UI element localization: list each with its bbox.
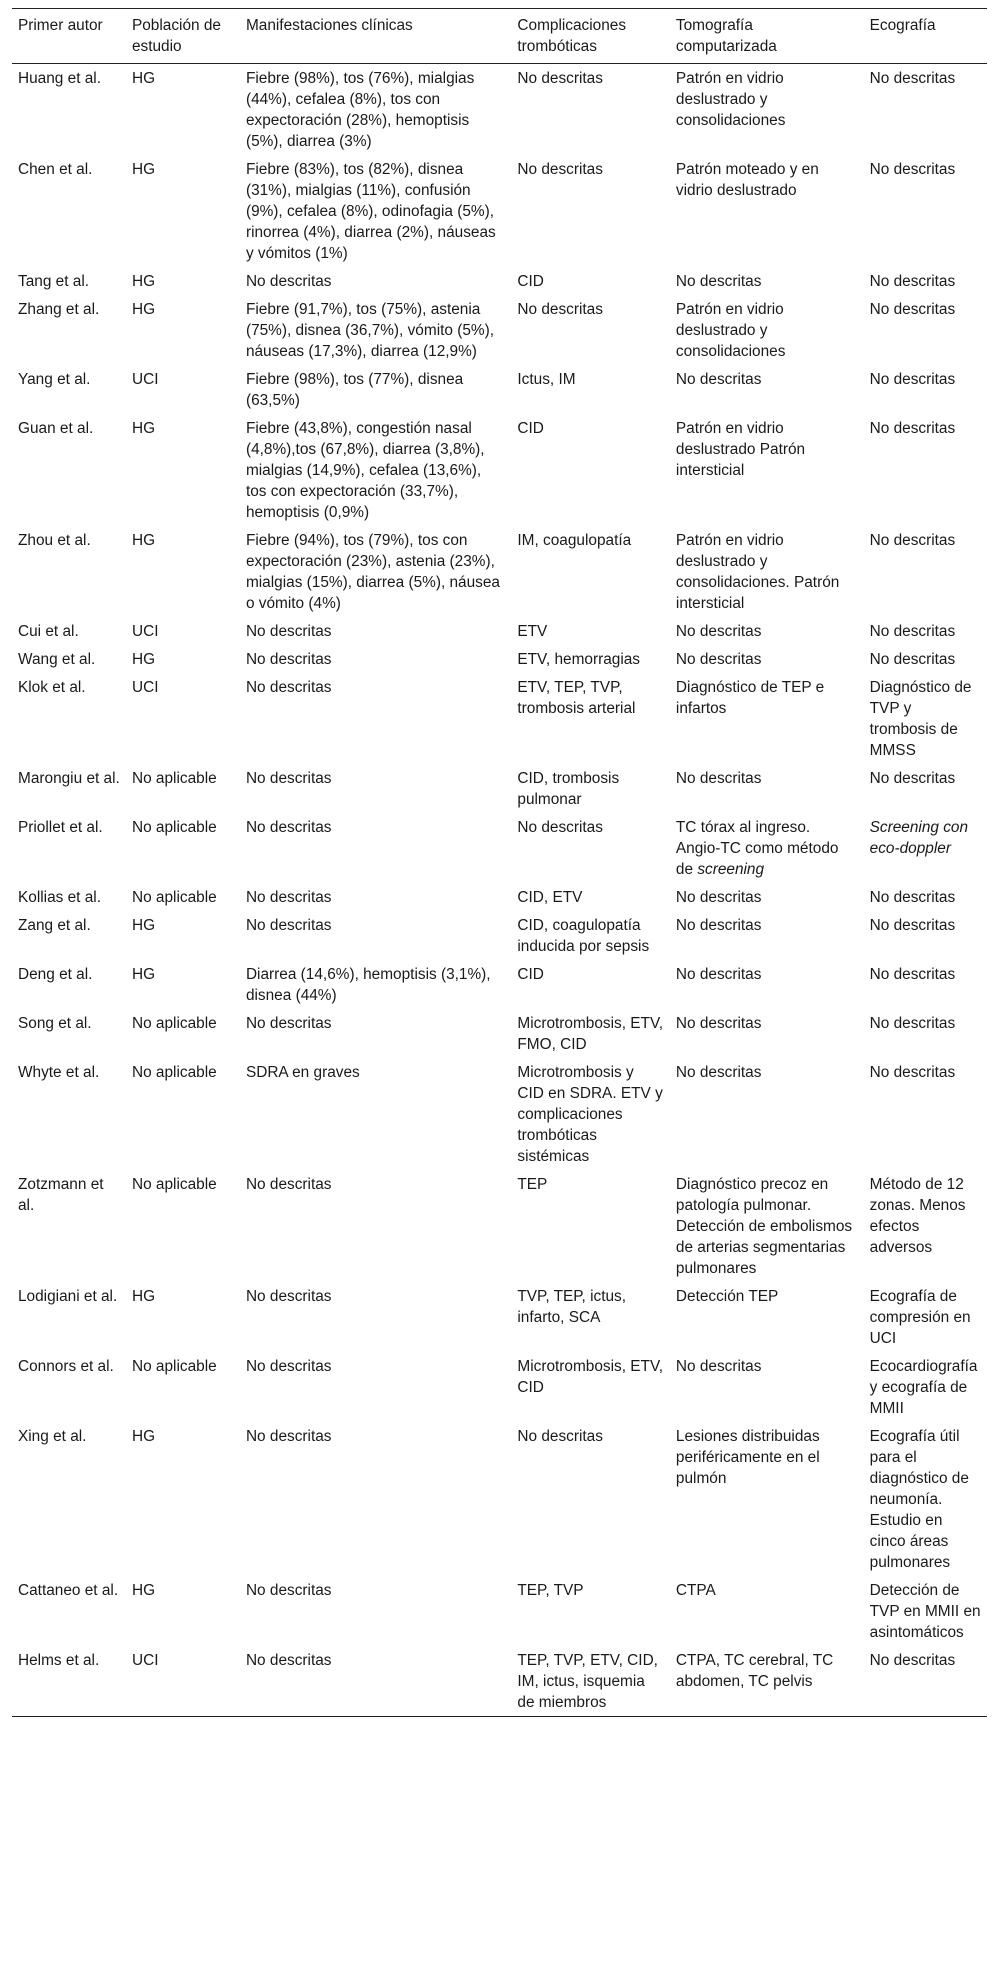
cell-complicaciones: CID xyxy=(517,966,544,983)
cell-autor: Yang et al. xyxy=(18,371,91,388)
cell-manifestaciones: Fiebre (43,8%), congestión nasal (4,8%),tos (67,8%), diarrea (3,8%), mialgias (14,9%), cefalea (13,6%), tos con expectoración (33,7%), hemoptisis (0,9%) xyxy=(245,420,485,521)
cell-poblacion: UCI xyxy=(131,371,159,388)
cell-autor: Lodigiani et al. xyxy=(18,1288,118,1305)
cell-complicaciones: No descritas xyxy=(517,70,603,87)
clinical-findings-table xyxy=(12,8,987,1717)
table-container xyxy=(12,8,987,1717)
cell-ecografia: No descritas xyxy=(869,273,956,290)
cell-ecografia: No descritas xyxy=(869,161,956,178)
cell-tomografia: No descritas xyxy=(675,917,762,934)
cell-manifestaciones: No descritas xyxy=(245,1652,332,1669)
cell-autor: Guan et al. xyxy=(18,420,94,437)
cell-tomografia: No descritas xyxy=(675,1358,762,1375)
cell-tomografia: Lesiones distribuidas periféricamente en el pulmón xyxy=(675,1428,820,1487)
cell-poblacion: HG xyxy=(131,1428,156,1445)
cell-tomografia: No descritas xyxy=(675,770,762,787)
table-row xyxy=(12,526,987,617)
cell-autor: Zotzmann et al. xyxy=(18,1176,104,1214)
cell-tomografia: CTPA, TC cerebral, TC abdomen, TC pelvis xyxy=(675,1652,834,1690)
cell-poblacion: No aplicable xyxy=(131,1015,217,1032)
cell-ecografia: Método de 12 zonas. Menos efectos adversos xyxy=(869,1176,966,1256)
cell-complicaciones: CID, coagulopatía inducida por sepsis xyxy=(517,917,650,955)
cell-complicaciones: CID, ETV xyxy=(517,889,583,906)
cell-ecografia: No descritas xyxy=(869,651,956,668)
cell-autor: Tang et al. xyxy=(18,273,90,290)
cell-ecografia: No descritas xyxy=(869,623,956,640)
cell-poblacion: UCI xyxy=(131,679,159,696)
table-row xyxy=(12,365,987,414)
cell-autor: Zang et al. xyxy=(18,917,91,934)
cell-tomografia: No descritas xyxy=(675,273,762,290)
table-row xyxy=(12,911,987,960)
cell-ecografia: No descritas xyxy=(869,371,956,388)
cell-complicaciones: IM, coagulopatía xyxy=(517,532,632,549)
cell-manifestaciones: No descritas xyxy=(245,623,332,640)
table-row xyxy=(12,1576,987,1646)
cell-ecografia: No descritas xyxy=(869,532,956,549)
header-poblacion: Población de estudio xyxy=(131,17,221,55)
table-row xyxy=(12,813,987,883)
cell-manifestaciones: SDRA en graves xyxy=(245,1064,360,1081)
cell-ecografia: No descritas xyxy=(869,966,956,983)
cell-ecografia: No descritas xyxy=(869,917,956,934)
cell-autor: Whyte et al. xyxy=(18,1064,100,1081)
cell-complicaciones: TEP, TVP xyxy=(517,1582,584,1599)
cell-poblacion: HG xyxy=(131,161,156,178)
cell-complicaciones: No descritas xyxy=(517,161,603,178)
table-row xyxy=(12,155,987,267)
cell-ecografia: No descritas xyxy=(869,70,956,87)
cell-autor: Cattaneo et al. xyxy=(18,1582,119,1599)
cell-manifestaciones: Fiebre (98%), tos (76%), mialgias (44%), cefalea (8%), tos con expectoración (28%), hemoptisis (5%), diarrea (3%) xyxy=(245,70,475,150)
cell-complicaciones: Microtrombosis, ETV, FMO, CID xyxy=(517,1015,664,1053)
cell-poblacion: No aplicable xyxy=(131,1358,217,1375)
table-row xyxy=(12,883,987,911)
cell-autor: Zhou et al. xyxy=(18,532,91,549)
cell-tomografia: No descritas xyxy=(675,889,762,906)
cell-tomografia: Patrón moteado y en vidrio deslustrado xyxy=(675,161,819,199)
cell-poblacion: HG xyxy=(131,70,156,87)
cell-ecografia: No descritas xyxy=(869,889,956,906)
cell-ecografia: Ecografía útil para el diagnóstico de neumonía. Estudio en cinco áreas pulmonares xyxy=(869,1428,969,1571)
cell-tomografia: Patrón en vidrio deslustrado y consolidaciones. Patrón intersticial xyxy=(675,532,840,612)
table-row xyxy=(12,764,987,813)
cell-complicaciones: TEP, TVP, ETV, CID, IM, ictus, isquemia de miembros xyxy=(517,1652,658,1711)
cell-autor: Song et al. xyxy=(18,1015,92,1032)
cell-manifestaciones: No descritas xyxy=(245,1582,332,1599)
table-row xyxy=(12,1009,987,1058)
cell-ecografia: No descritas xyxy=(869,1015,956,1032)
cell-ecografia: Ecografía de compresión en UCI xyxy=(869,1288,971,1347)
cell-autor: Wang et al. xyxy=(18,651,96,668)
cell-tomografia: Detección TEP xyxy=(675,1288,779,1305)
cell-complicaciones: TVP, TEP, ictus, infarto, SCA xyxy=(517,1288,627,1326)
cell-complicaciones: Microtrombosis, ETV, CID xyxy=(517,1358,664,1396)
cell-autor: Kollias et al. xyxy=(18,889,101,906)
cell-complicaciones: TEP xyxy=(517,1176,548,1193)
cell-tomografia: No descritas xyxy=(675,651,762,668)
cell-complicaciones: ETV, TEP, TVP, trombosis arterial xyxy=(517,679,636,717)
cell-tomografia: No descritas xyxy=(675,966,762,983)
cell-poblacion: No aplicable xyxy=(131,770,217,787)
header-complicaciones: Complicaciones trombóticas xyxy=(517,17,627,55)
cell-tomografia: Patrón en vidrio deslustrado Patrón intersticial xyxy=(675,420,806,479)
cell-manifestaciones: Fiebre (83%), tos (82%), disnea (31%), mialgias (11%), confusión (9%), cefalea (8%), odinofagia (5%), rinorrea (4%), diarrea (2%), náuseas y vómitos (1%) xyxy=(245,161,496,262)
cell-manifestaciones: No descritas xyxy=(245,1015,332,1032)
cell-tomografia: Diagnóstico precoz en patología pulmonar. Detección de embolismos de arterias segmentarias pulmonares xyxy=(675,1176,853,1277)
cell-autor: Chen et al. xyxy=(18,161,93,178)
table-row xyxy=(12,267,987,295)
cell-ecografia: No descritas xyxy=(869,1652,956,1669)
cell-poblacion: No aplicable xyxy=(131,819,217,836)
cell-tomografia: No descritas xyxy=(675,371,762,388)
cell-tomografia: CTPA xyxy=(675,1582,716,1599)
table-row xyxy=(12,1058,987,1170)
cell-poblacion: HG xyxy=(131,651,156,668)
cell-ecografia: No descritas xyxy=(869,301,956,318)
cell-poblacion: HG xyxy=(131,1288,156,1305)
cell-complicaciones: No descritas xyxy=(517,1428,603,1445)
cell-manifestaciones: No descritas xyxy=(245,770,332,787)
table-row xyxy=(12,617,987,645)
cell-tomografia: Patrón en vidrio deslustrado y consolidaciones xyxy=(675,301,786,360)
cell-manifestaciones: No descritas xyxy=(245,1428,332,1445)
cell-manifestaciones: Diarrea (14,6%), hemoptisis (3,1%), disnea (44%) xyxy=(245,966,491,1004)
cell-tomografia: No descritas xyxy=(675,1064,762,1081)
cell-poblacion: HG xyxy=(131,420,156,437)
cell-complicaciones: Microtrombosis y CID en SDRA. ETV y complicaciones trombóticas sistémicas xyxy=(517,1064,663,1165)
cell-complicaciones: ETV, hemorragias xyxy=(517,651,641,668)
cell-autor: Huang et al. xyxy=(18,70,101,87)
cell-ecografia: Diagnóstico de TVP y trombosis de MMSS xyxy=(869,679,972,759)
table-row xyxy=(12,673,987,764)
cell-complicaciones: CID xyxy=(517,420,544,437)
cell-tomografia: No descritas xyxy=(675,623,762,640)
cell-manifestaciones: No descritas xyxy=(245,679,332,696)
cell-ecografia: Detección de TVP en MMII en asintomáticos xyxy=(869,1582,981,1641)
cell-manifestaciones: Fiebre (94%), tos (79%), tos con expectoración (23%), astenia (23%), mialgias (15%), diarrea (5%), náusea o vómito (4%) xyxy=(245,532,500,612)
cell-manifestaciones: No descritas xyxy=(245,273,332,290)
cell-manifestaciones: No descritas xyxy=(245,1358,332,1375)
table-row xyxy=(12,414,987,526)
cell-manifestaciones: Fiebre (98%), tos (77%), disnea (63,5%) xyxy=(245,371,464,409)
cell-manifestaciones: No descritas xyxy=(245,1176,332,1193)
cell-tomografia: No descritas xyxy=(675,1015,762,1032)
header-manifestaciones: Manifestaciones clínicas xyxy=(245,17,413,34)
cell-complicaciones: CID xyxy=(517,273,544,290)
cell-poblacion: HG xyxy=(131,301,156,318)
table-row xyxy=(12,1282,987,1352)
cell-autor: Deng et al. xyxy=(18,966,93,983)
cell-autor: Marongiu et al. xyxy=(18,770,120,787)
cell-complicaciones: No descritas xyxy=(517,301,603,318)
cell-manifestaciones: No descritas xyxy=(245,917,332,934)
cell-autor: Helms et al. xyxy=(18,1652,100,1669)
cell-complicaciones: ETV xyxy=(517,623,548,640)
cell-poblacion: UCI xyxy=(131,623,159,640)
table-row xyxy=(12,1170,987,1282)
cell-tomografia xyxy=(670,813,864,883)
cell-poblacion: HG xyxy=(131,1582,156,1599)
table-row xyxy=(12,960,987,1009)
cell-ecografia: Screening con eco-doppler xyxy=(869,819,969,857)
cell-ecografia: No descritas xyxy=(869,420,956,437)
cell-complicaciones: CID, trombosis pulmonar xyxy=(517,770,620,808)
cell-poblacion: No aplicable xyxy=(131,889,217,906)
ct-text: TC tórax al ingreso. Angio-TC como método de xyxy=(675,819,839,878)
cell-manifestaciones: Fiebre (91,7%), tos (75%), astenia (75%), disnea (36,7%), vómito (5%), náuseas (17,3%), diarrea (12,9%) xyxy=(245,301,494,360)
table-row xyxy=(12,1646,987,1717)
cell-manifestaciones: No descritas xyxy=(245,651,332,668)
header-tomografia: Tomografía computarizada xyxy=(675,17,777,55)
cell-manifestaciones: No descritas xyxy=(245,819,332,836)
header-row xyxy=(12,9,987,64)
cell-ecografia: No descritas xyxy=(869,1064,956,1081)
cell-autor: Cui et al. xyxy=(18,623,79,640)
cell-tomografia: Diagnóstico de TEP e infartos xyxy=(675,679,825,717)
cell-poblacion: HG xyxy=(131,966,156,983)
cell-autor: Xing et al. xyxy=(18,1428,87,1445)
cell-complicaciones: No descritas xyxy=(517,819,603,836)
table-row xyxy=(12,645,987,673)
cell-ecografia: Ecocardiografía y ecografía de MMII xyxy=(869,1358,978,1417)
cell-autor: Priollet et al. xyxy=(18,819,103,836)
table-row xyxy=(12,1352,987,1422)
cell-manifestaciones: No descritas xyxy=(245,1288,332,1305)
cell-autor: Connors et al. xyxy=(18,1358,114,1375)
cell-ecografia: No descritas xyxy=(869,770,956,787)
cell-poblacion: No aplicable xyxy=(131,1064,217,1081)
cell-poblacion: HG xyxy=(131,273,156,290)
cell-manifestaciones: No descritas xyxy=(245,889,332,906)
header-primer-autor: Primer autor xyxy=(18,17,103,34)
cell-autor: Klok et al. xyxy=(18,679,86,696)
ct-text-italic: screening xyxy=(697,861,765,878)
cell-tomografia: Patrón en vidrio deslustrado y consolidaciones xyxy=(675,70,786,129)
table-row xyxy=(12,295,987,365)
table-row xyxy=(12,1422,987,1576)
cell-poblacion: HG xyxy=(131,532,156,549)
cell-complicaciones: Ictus, IM xyxy=(517,371,576,388)
header-ecografia: Ecografía xyxy=(869,17,936,34)
cell-poblacion: No aplicable xyxy=(131,1176,217,1193)
cell-autor: Zhang et al. xyxy=(18,301,100,318)
cell-poblacion: UCI xyxy=(131,1652,159,1669)
cell-poblacion: HG xyxy=(131,917,156,934)
table-row xyxy=(12,64,987,156)
